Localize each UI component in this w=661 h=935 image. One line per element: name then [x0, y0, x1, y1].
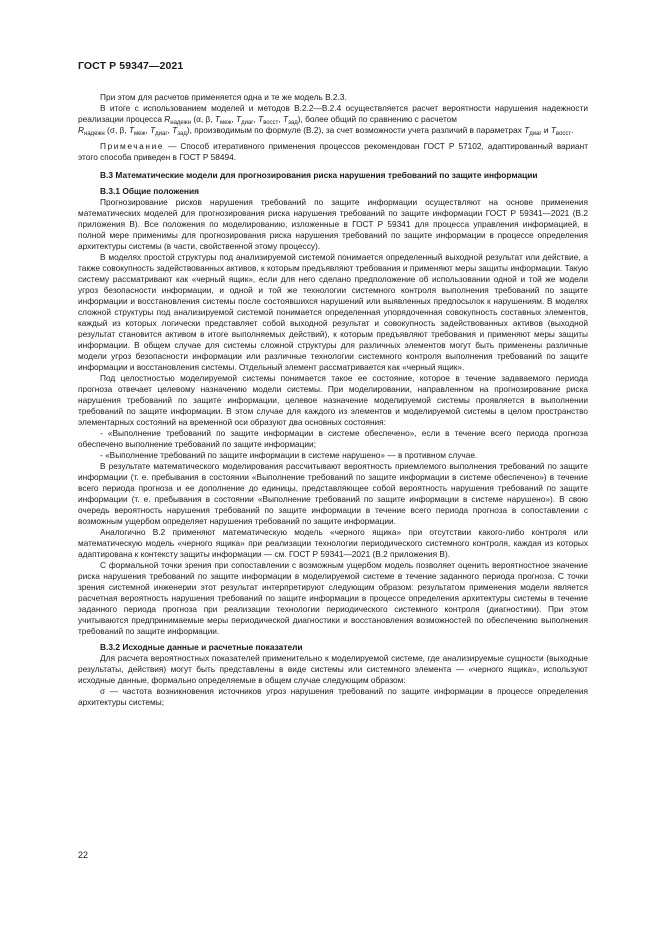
subsection-heading-b32: В.3.2 Исходные данные и расчетные показатели — [100, 642, 303, 652]
paragraph: Для расчета вероятностных показателей применительно к моделируемой системе, где анализируемые сущности (выходные результаты, действия) могут быть представлены в виде системы или системного элемента — «черного ящика», используют исходные данные, формально определяемые в общем случае следующим образом: — [78, 653, 588, 685]
page-number: 22 — [78, 850, 89, 860]
list-item: - «Выполнение требований по защите информации в системе обеспечено», если в течение всего периода прогноза обеспечено выполнение требований по защите информации; — [78, 428, 588, 449]
paragraph: При этом для расчетов применяется одна и те же модель В.2.3. — [100, 92, 347, 102]
paragraph: В моделях простой структуры под анализируемой системой понимается определенный выходной результат или действие, а также совокупность задействованных активов, к которым предъявляют требования и применяют меры защиты информации. Такую систему рассматривают как «черный ящик», если для него сделано предположение об использовании одной и той же модели угроз безопасности информации, и одной и той же технологии системного контроля выполнения требований по защите информации и восстановления системы после состоявшихся нарушений или выявленных предпосылок к нарушениям. В моделях сложной структуры под анализируемой системой понимается определенная упорядоченная совокупность составных элементов, каждый из которых логически представляет собой выходной результат и совокупность задействованных активов (выходной результат становится активом в итоге выполняемых действий), к которым предъявляют требования и применяют меры защиты информации. В общем случае для системы сложной структуры для различных элементов могут быть применены различные модели угроз безопасности информации или различные технологии системного контроля выполнения требований по защите информации и восстановления системы. Отдельный элемент рассматривается как «черный ящик». — [78, 252, 588, 372]
document-body — [78, 92, 588, 708]
subsection-heading-b31: В.3.1 Общие положения — [100, 186, 199, 196]
paragraph: σ — частота возникновения источников угроз нарушения требований по защите информации в процессе определения архитектуры системы; — [78, 686, 588, 707]
paragraph: Аналогично В.2 применяют математическую модель «черного ящика» при отсутствии какого-либо контроля или математическую модель «черного ящика» при реализации технологии периодического системного контроля, каждая из которых адаптирована к контексту защиты информации — см. ГОСТ Р 59341—2021 (В.2 приложения В). — [78, 527, 588, 559]
note-paragraph: Примечание — Способ итеративного применения процессов рекомендован ГОСТ Р 57102, адаптированный вариант этого способа приведен в ГОСТ Р 58494. — [78, 141, 588, 162]
list-item: - «Выполнение требований по защите информации в системе нарушено» — в противном случае. — [100, 450, 478, 460]
paragraph: С формальной точки зрения при сопоставлении с возможным ущербом модель позволяет оценить вероятностное значение риска нарушения требований по защите информации в моделируемой системе в течение заданного периода прогноза. С точки зрения системной инженерии этот результат интерпретируют следующим образом: результатом применения модели является расчетная вероятность нарушения требований по защите информации в процессе определения архитектуры системы в течение заданного периода прогноза при реализации технологии периодического системного контроля (диагностики). При этом учитываются предпринимаемые меры периодической диагностики и восстановления возможностей по обеспечению выполнения требований по защите информации. — [78, 560, 588, 636]
note-lead: Примечание — [100, 141, 165, 151]
paragraph: В результате математического моделирования рассчитывают вероятность приемлемого выполнения требований по защите информации (т. е. пребывания в состоянии «Выполнение требований по защите информации в системе обеспечено») в течение всего периода прогноза и ее дополнение до единицы, представляющее собой вероятность нарушения требований по защите информации (т. е. пребывания в состоянии «Выполнение требований по защите информации в системе нарушено»). В свою очередь вероятность нарушения требований по защите информации в течение всего периода прогноза в сопоставлении с возможным ущербом определяет нарушения требований по защите информации. — [78, 461, 588, 526]
document-header: ГОСТ Р 59347—2021 — [78, 60, 184, 72]
section-heading-b3: В.3 Математические модели для прогнозирования риска нарушения требований по защите информации — [100, 170, 538, 180]
paragraph: Прогнозирование рисков нарушения требований по защите информации осуществляют на основе применения математических моделей для прогнозирования риска нарушения требований по защите информации ГОСТ Р 59341—2021 (В.2 приложения В). Все положения по моделированию, изложенные в ГОСТ Р 59341 для процесса управления информацией, в полной мере применимы для прогнозирования риска нарушения требований по защите информации в процессе определения архитектуры системы (в части, свойственной этому процессу). — [78, 197, 588, 251]
paragraph-formula-text: В итоге с использованием моделей и методов В.2.2—В.2.4 осуществляется расчет вероятности нарушения надежности реализации процесса $R_{надежн}$ (α, β, $T_{меж}$, $T_{диаг}$, $T_{восст}$, $T_{зад}$), более общий по сравнению с расчетом $R_{надежн}$ (σ, β, $T_{меж}$, $T_{диаг}$, $T_{зад}$), производимым по формуле (В.2), за счет возможности учета различий в параметрах $T_{диаг}$ и $T_{восст}$. — [78, 103, 588, 137]
paragraph: Под целостностью моделируемой системы понимается такое ее состояние, которое в течение задаваемого периода прогноза отвечает целевому назначению модели системы. При моделировании, направленном на прогнозирование риска нарушения требований по защите информации, целевое назначение моделируемой системы проявляется в выполнении требований по защите информации. В этом случае для каждого из элементов и моделируемой системы в целом пространство элементарных состояний на временной оси образуют два основных состояния: — [78, 373, 588, 427]
